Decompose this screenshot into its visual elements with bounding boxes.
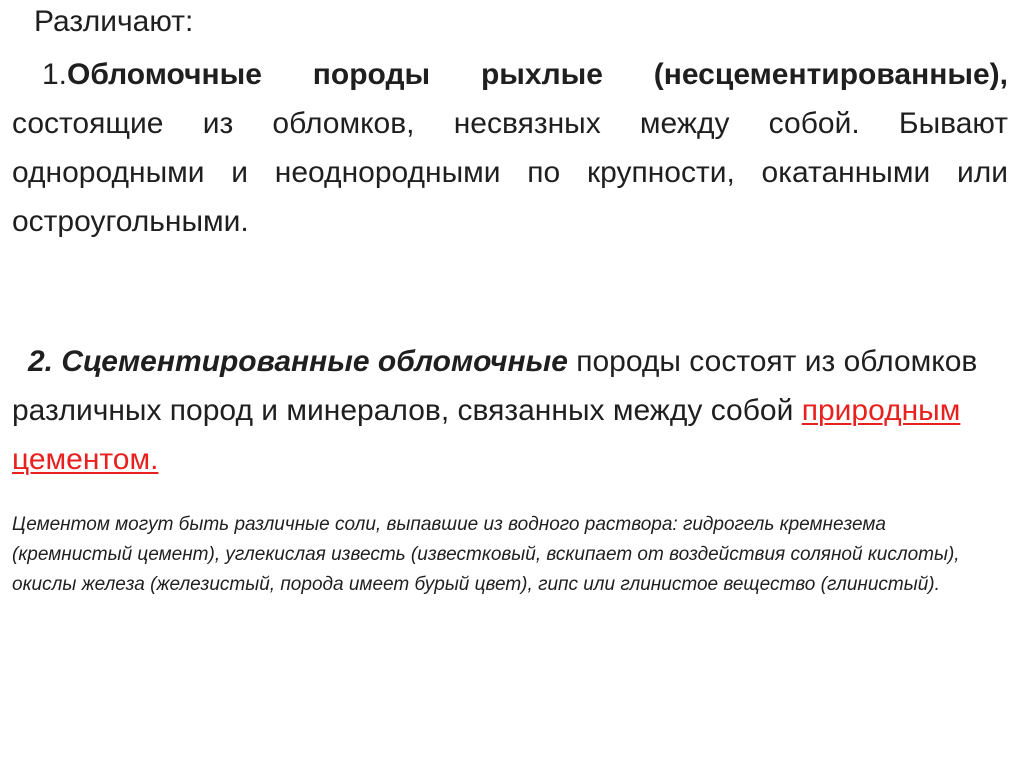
item1-number: 1. [42,58,68,91]
paragraph-loose-rocks [12,50,1008,246]
natural-cement-link[interactable]: природным цементом. [12,394,961,476]
item1-bold-term: Обломочные породы рыхлые (несцементированные), [67,58,1008,91]
paragraph-cemented-rocks [12,337,1002,484]
cement-types-note: Цементом могут быть различные соли, выпавшие из водного раствора: гидрогель кремнезема (кремнистый цемент), углекислая известь (известковый, вскипает от воздействия соляной кислоты), окислы железа (железистый, порода имеет бурый цвет), гипс или глинистое вещество (глинистый). [12,514,960,595]
item2-bold-italic-term: 2. Сцементированные обломочные [28,345,568,378]
intro-heading: Различают: [34,5,194,38]
item1-description: состоящие из обломков, несвязных между собой. Бывают однородными и неоднородными по крупности, окатанными или остроугольными. [12,107,1008,238]
item2-description: породы состоят из обломков различных пород и минералов, связанных между собой [12,345,978,427]
